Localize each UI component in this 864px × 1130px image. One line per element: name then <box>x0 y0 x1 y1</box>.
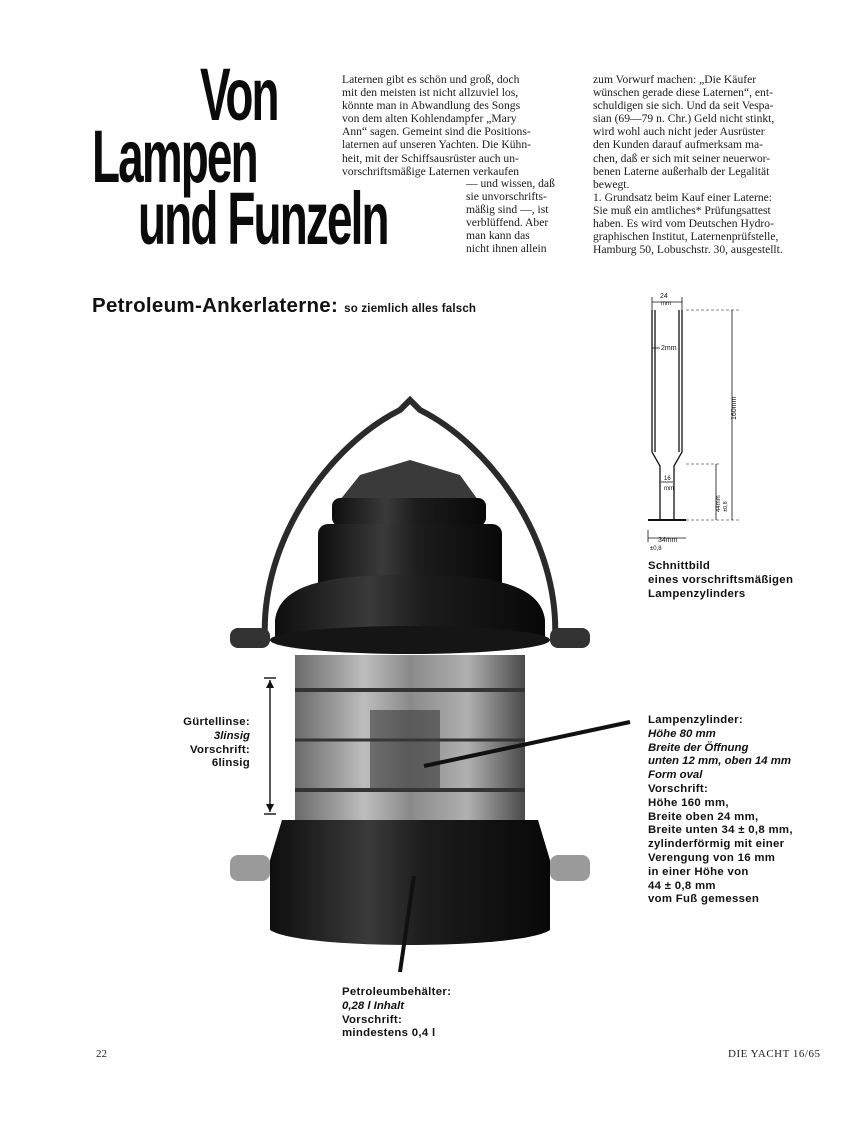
dim-narrow-unit: mm <box>664 486 674 492</box>
col1-line: nicht ihnen allein <box>466 242 547 256</box>
col1-line: Ann“ sagen. Gemeint sind die Positions- <box>342 125 531 139</box>
col1-line: laternen auf unseren Yachten. Die Kühn- <box>342 138 531 152</box>
col2-line: Sie muß ein amtliches* Prüfungsattest <box>593 203 771 217</box>
dim-top-unit: mm <box>661 301 671 307</box>
page-number: 22 <box>96 1048 107 1060</box>
cylinder-rule-label: Vorschrift: <box>648 782 709 795</box>
col1-line: von dem alten Kohlendampfer „Mary <box>342 112 517 126</box>
lens-label: Gürtellinse: <box>183 716 250 728</box>
col1-line: Laternen gibt es schön und groß, doch <box>342 73 520 86</box>
diagram-caption-line: Lampenzylinders <box>648 587 746 600</box>
col2-line: graphischen Institut, Laternenprüfstelle, <box>593 230 779 244</box>
col1-line: — und wissen, daß <box>466 177 555 190</box>
article-column-2 <box>593 73 825 256</box>
section-title <box>92 294 476 318</box>
dim-narrow-height: 44mm <box>716 495 722 512</box>
col2-line: benen Laterne außerhalb der Legalität <box>593 164 770 178</box>
col1-line: verblüffend. Aber <box>466 216 549 230</box>
lens-caption <box>130 716 250 771</box>
lens-rule-value: 6linsig <box>211 757 250 770</box>
dim-bottom-tolerance: ±0,8 <box>650 546 662 552</box>
dim-top-width: 24 <box>660 293 668 300</box>
cylinder-pointer <box>420 712 640 772</box>
lens-height-arrow <box>262 672 278 822</box>
col2-line: 1. Grundsatz beim Kauf einer Laterne: <box>593 190 772 204</box>
cylinder-rule: in einer Höhe von <box>648 865 749 878</box>
cylinder-rule: vom Fuß gemessen <box>648 893 760 906</box>
col1-line: könnte man in Abwandlung des Songs <box>342 99 521 113</box>
cylinder-actual: Breite der Öffnung <box>648 741 749 754</box>
cylinder-rule: zylinderförmig mit einer <box>648 838 785 851</box>
col1-line: mit den meisten ist nicht allzuviel los, <box>342 86 519 100</box>
lantern-top-vent <box>340 460 478 500</box>
cylinder-rule: Breite oben 24 mm, <box>648 810 759 823</box>
col2-line: sian (69—79 n. Chr.) Geld nicht stinkt, <box>593 112 775 126</box>
col2-line: Hamburg 50, Lobuschstr. 30, ausgestellt. <box>593 243 783 257</box>
cylinder-rule: Höhe 160 mm, <box>648 796 729 809</box>
headline-line-1: Von <box>200 53 278 136</box>
dim-narrow-tolerance: ±0,8 <box>723 501 729 512</box>
cylinder-rule: 44 ± 0,8 mm <box>648 879 716 892</box>
cylinder-actual: unten 12 mm, oben 14 mm <box>648 755 792 768</box>
col2-line: den Kunden darauf aufmerksam ma- <box>593 138 763 152</box>
col1-line: vorschriftsmäßige Laternen verkaufen <box>342 164 520 178</box>
section-subtitle: so ziemlich alles falsch <box>344 303 477 315</box>
tank-label: Petroleumbehälter: <box>342 986 452 998</box>
tank-rule-value: mindestens 0,4 l <box>342 1027 436 1040</box>
diagram-caption-line: eines vorschriftsmäßigen <box>648 573 794 586</box>
col1-line: man kann das <box>466 229 530 243</box>
article-column-1-wrap <box>466 177 574 256</box>
cylinder-diagram <box>628 290 758 555</box>
section-title-main: Petroleum-Ankerlaterne: <box>92 294 339 317</box>
magazine-issue: DIE YACHT 16/65 <box>728 1048 821 1060</box>
tank-caption <box>342 986 542 1041</box>
col1-line: mäßig sind —, ist <box>466 203 549 217</box>
lens-rule-label: Vorschrift: <box>189 743 250 756</box>
col2-line: zum Vorwurf machen: „Die Käufer <box>593 73 757 86</box>
col1-line: sie unvorschrifts- <box>466 190 547 204</box>
col2-line: wird wohl auch nicht jeder Ausrüster <box>593 125 765 139</box>
cylinder-actual: Höhe 80 mm <box>648 727 716 740</box>
dim-wall: 2mm <box>661 345 677 352</box>
diagram-caption <box>648 560 848 601</box>
cylinder-caption <box>648 714 848 907</box>
dim-narrow-width: 16 <box>664 476 671 482</box>
article-column-1 <box>342 73 574 178</box>
tank-rule-label: Vorschrift: <box>342 1013 403 1026</box>
headline-line-3: und Funzeln <box>138 177 388 260</box>
col2-line: bewegt. <box>593 177 630 191</box>
tank-pointer <box>392 872 422 977</box>
headline-line-2: Lampen <box>92 115 257 198</box>
cylinder-actual: Form oval <box>648 769 703 782</box>
col2-line: schuldigen sie sich. Und da seit Vespa- <box>593 99 774 113</box>
tank-value: 0,28 l Inhalt <box>342 999 405 1012</box>
lens-value: 3linsig <box>213 729 250 742</box>
diagram-caption-line: Schnittbild <box>648 560 711 572</box>
col1-line: heit, mit der Schiffsausrüster auch un- <box>342 151 519 165</box>
col2-line: chen, daß er sich mit seiner neuerwor- <box>593 151 771 165</box>
cylinder-label: Lampenzylinder: <box>648 714 744 726</box>
col2-line: wünschen gerade diese Laternen“, ent- <box>593 86 773 100</box>
cylinder-rule: Breite unten 34 ± 0,8 mm, <box>648 824 793 837</box>
cylinder-rule: Verengung von 16 mm <box>648 851 776 864</box>
col2-line: haben. Es wird vom Deutschen Hydro- <box>593 217 774 231</box>
dim-height: 160mm <box>731 396 738 420</box>
dim-bottom-width: 34mm <box>658 537 678 544</box>
